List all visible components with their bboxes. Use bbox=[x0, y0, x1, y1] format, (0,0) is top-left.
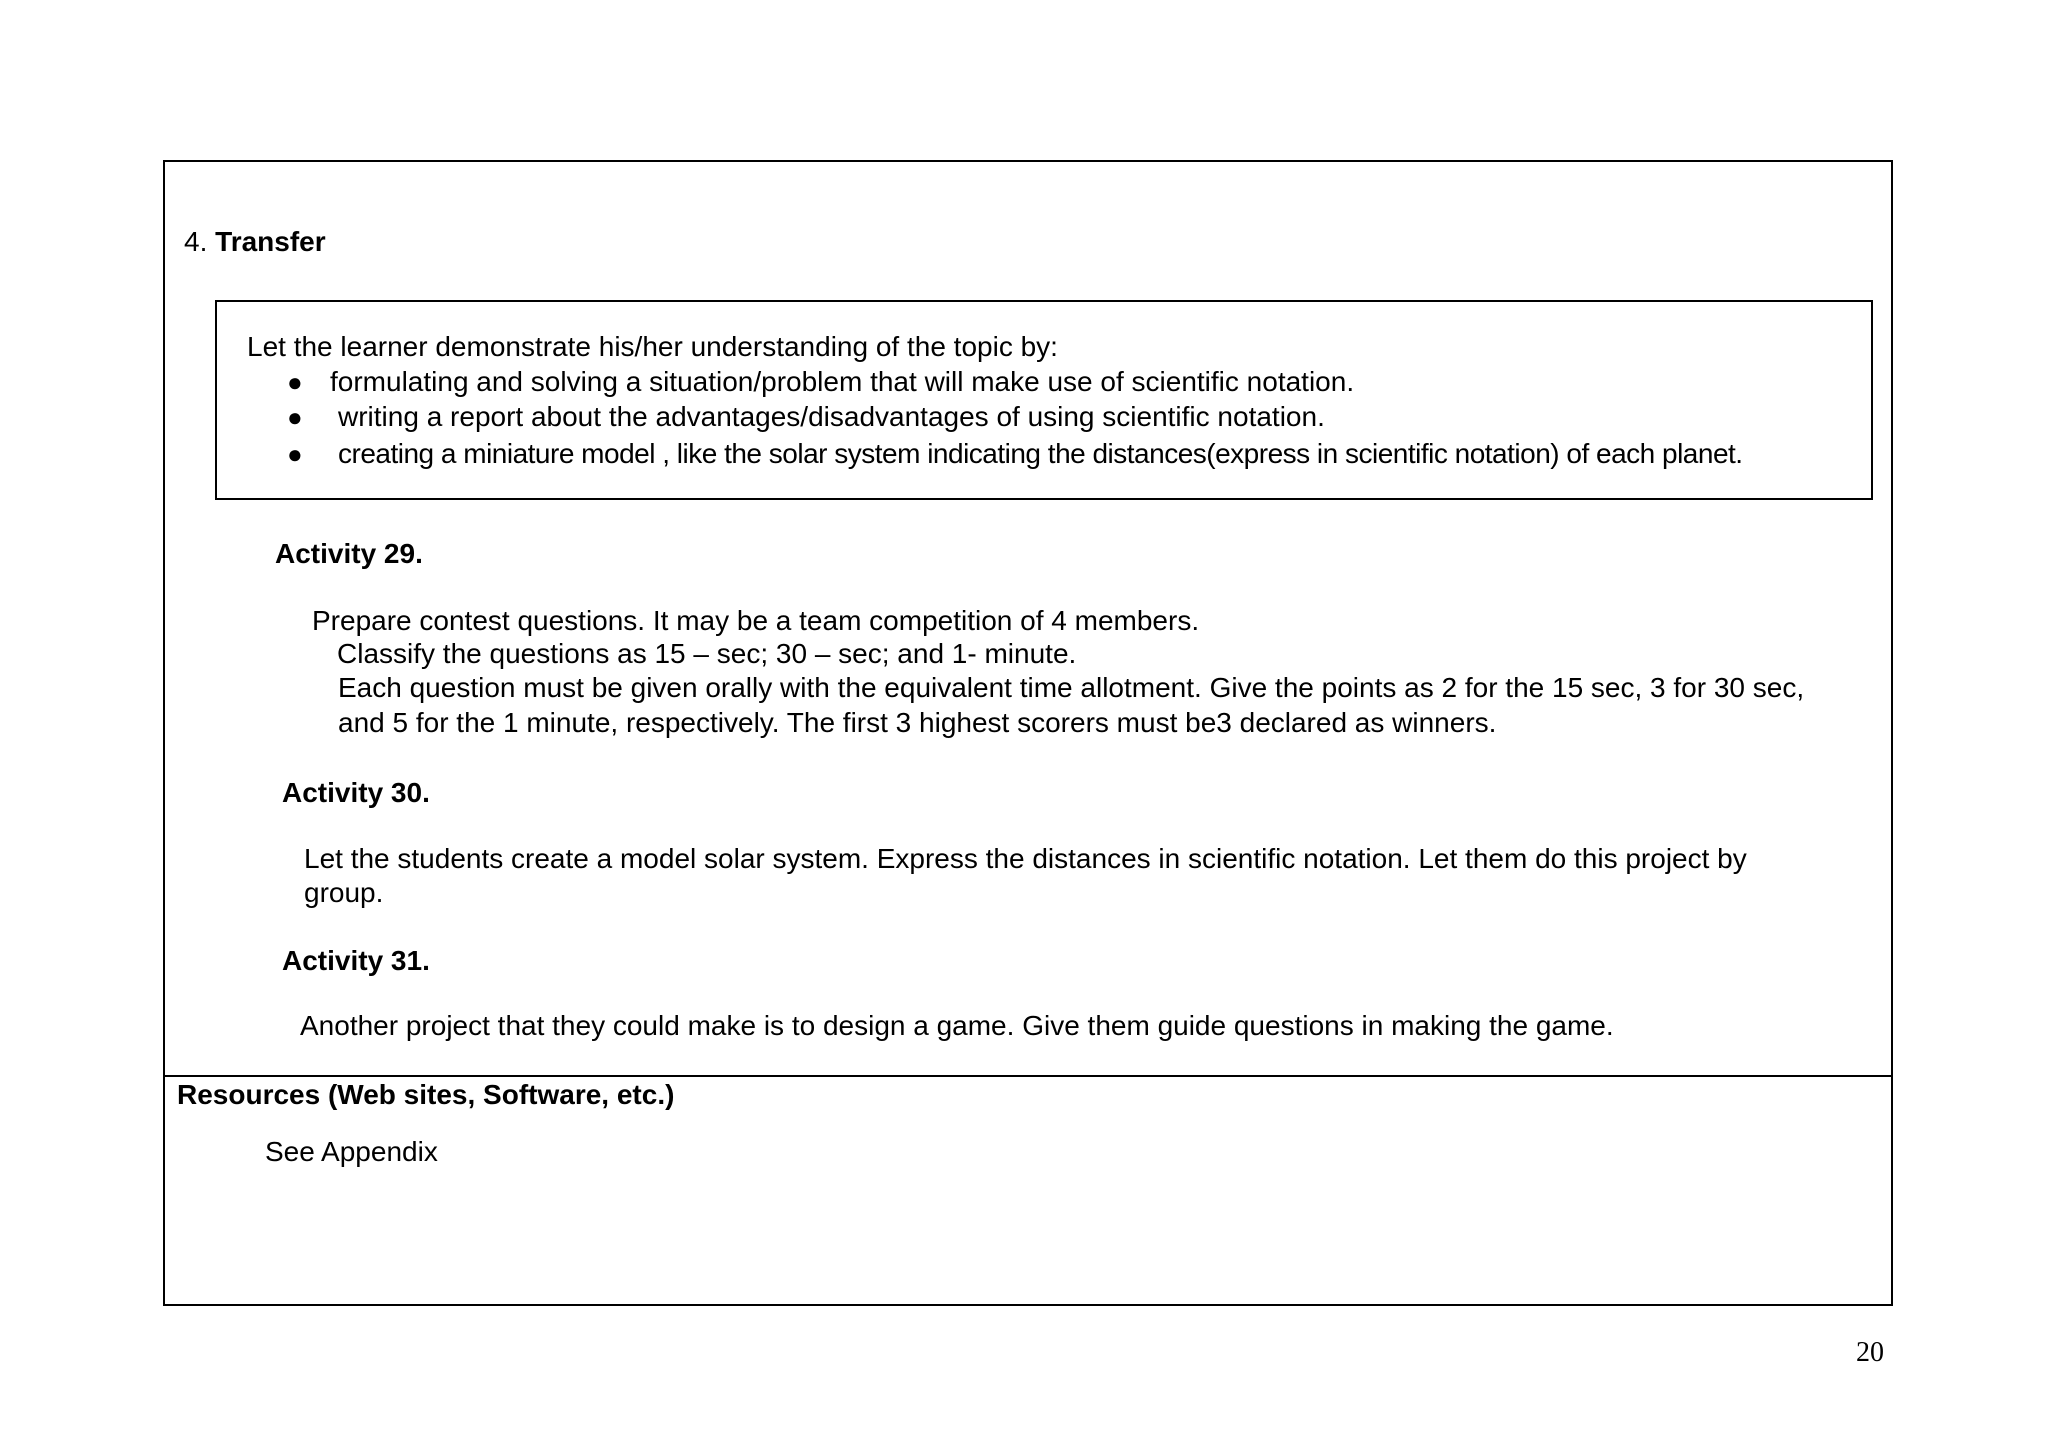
page-number: 20 bbox=[1856, 1337, 1884, 1368]
activity-29-line-3: Each question must be given orally with the equivalent time allotment. Give the points as 2 for the 15 sec, 3 for 30 sec, bbox=[338, 672, 1805, 703]
activity-30-line-1: Let the students create a model solar system. Express the distances in scientific notation. Let them do this project by bbox=[304, 843, 1747, 874]
section-number: 4. bbox=[184, 226, 208, 257]
activity-29-line-4: and 5 for the 1 minute, respectively. The first 3 highest scorers must be3 declared as winners. bbox=[338, 707, 1497, 738]
bullet-icon: ● bbox=[287, 439, 303, 469]
resources-divider bbox=[163, 1075, 1893, 1077]
transfer-bullet-3: creating a miniature model , like the solar system indicating the distances(express in scientific notation) of each planet. bbox=[338, 438, 1743, 469]
activity-31-line-1: Another project that they could make is to design a game. Give them guide questions in making the game. bbox=[300, 1010, 1614, 1041]
activity-29-line-2: Classify the questions as 15 – sec; 30 – sec; and 1- minute. bbox=[337, 638, 1077, 669]
bullet-icon: ● bbox=[287, 402, 303, 432]
resources-title: Resources (Web sites, Software, etc.) bbox=[177, 1079, 675, 1110]
section-heading bbox=[184, 225, 326, 259]
activity-30-title: Activity 30. bbox=[282, 777, 430, 808]
resources-text: See Appendix bbox=[265, 1136, 438, 1167]
activity-29-title: Activity 29. bbox=[275, 538, 423, 569]
transfer-bullet-1: formulating and solving a situation/problem that will make use of scientific notation. bbox=[330, 366, 1355, 397]
activity-31-title: Activity 31. bbox=[282, 945, 430, 976]
section-title: Transfer bbox=[215, 226, 326, 257]
transfer-bullet-2: writing a report about the advantages/disadvantages of using scientific notation. bbox=[338, 401, 1325, 432]
activity-30-line-2: group. bbox=[304, 877, 384, 908]
activity-29-line-1: Prepare contest questions. It may be a team competition of 4 members. bbox=[312, 605, 1200, 636]
bullet-icon: ● bbox=[287, 367, 303, 397]
transfer-intro: Let the learner demonstrate his/her understanding of the topic by: bbox=[247, 331, 1058, 362]
